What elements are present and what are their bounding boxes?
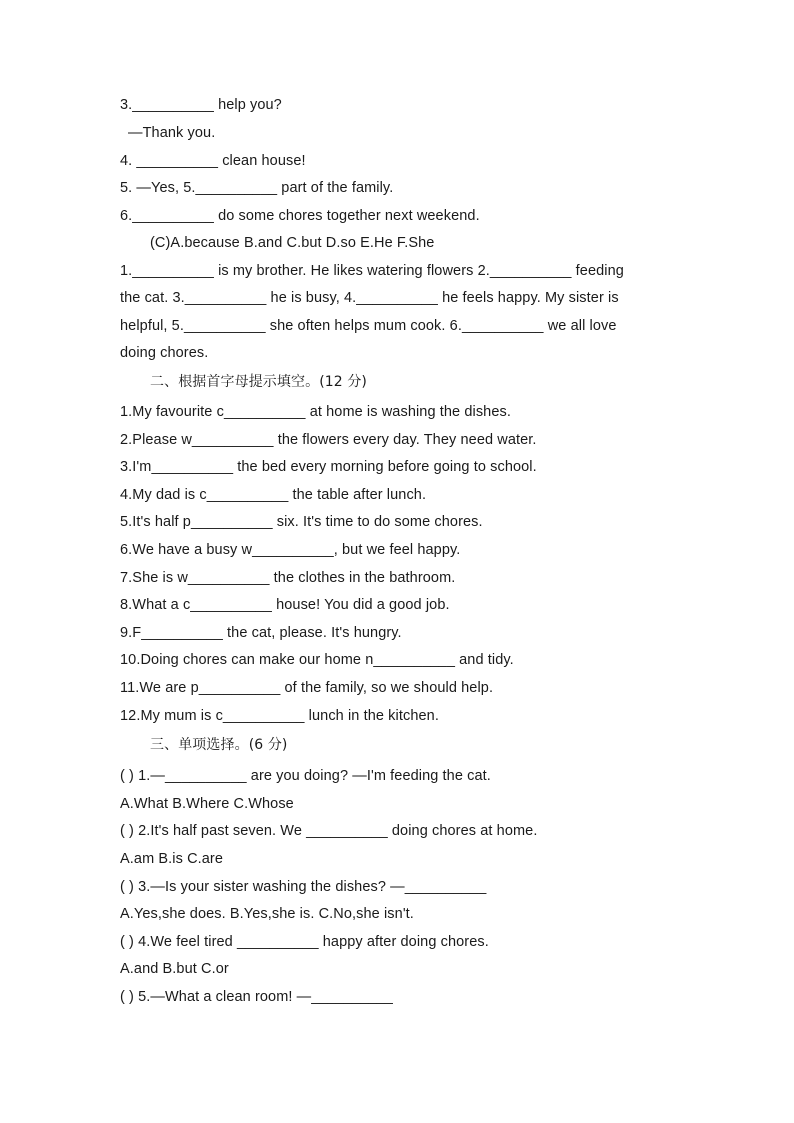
section-heading: 二、根据首字母提示填空。(12 分) xyxy=(150,374,367,390)
passage-line: the cat. 3.__________ he is busy, 4.__________ he feels happy. My sister is xyxy=(120,290,619,306)
question-line: 11.We are p__________ of the family, so we should help. xyxy=(120,680,494,696)
question-line: 7.She is w__________ the clothes in the bathroom. xyxy=(120,570,456,586)
question-line: 5. —Yes, 5.__________ part of the family. xyxy=(120,180,394,196)
question-line: 1.My favourite c__________ at home is washing the dishes. xyxy=(120,404,511,420)
question-line: 4. __________ clean house! xyxy=(120,153,306,169)
choice-line: A.Yes,she does. B.Yes,she is. C.No,she isn't. xyxy=(120,906,414,922)
choice-line: A.am B.is C.are xyxy=(120,851,224,867)
question-line: 9.F__________ the cat, please. It's hungry. xyxy=(120,625,402,641)
question-line: 8.What a c__________ house! You did a good job. xyxy=(120,597,450,613)
question-line: 12.My mum is c__________ lunch in the kitchen. xyxy=(120,708,439,724)
question-line: 3.__________ help you? xyxy=(120,97,282,113)
answer-line: —Thank you. xyxy=(128,125,216,141)
passage-line: helpful, 5.__________ she often helps mum cook. 6.__________ we all love xyxy=(120,318,617,334)
question-line: 10.Doing chores can make our home n__________ and tidy. xyxy=(120,652,514,668)
question-line: 3.I'm__________ the bed every morning before going to school. xyxy=(120,459,537,475)
question-line: ( ) 2.It's half past seven. We __________ doing chores at home. xyxy=(120,823,538,839)
question-line: ( ) 5.—What a clean room! —__________ xyxy=(120,989,393,1005)
choice-line: A.and B.but C.or xyxy=(120,961,229,977)
options-line: (C)A.because B.and C.but D.so E.He F.She xyxy=(150,235,435,251)
question-line: 6.__________ do some chores together next weekend. xyxy=(120,208,480,224)
question-line: 5.It's half p__________ six. It's time to do some chores. xyxy=(120,514,483,530)
passage-line: doing chores. xyxy=(120,345,209,361)
passage-line: 1.__________ is my brother. He likes watering flowers 2.__________ feeding xyxy=(120,263,624,279)
question-line: 2.Please w__________ the flowers every day. They need water. xyxy=(120,432,537,448)
question-line: ( ) 1.—__________ are you doing? —I'm feeding the cat. xyxy=(120,768,491,784)
question-line: ( ) 4.We feel tired __________ happy after doing chores. xyxy=(120,934,489,950)
question-line: ( ) 3.—Is your sister washing the dishes? —__________ xyxy=(120,879,487,895)
question-line: 4.My dad is c__________ the table after lunch. xyxy=(120,487,427,503)
choice-line: A.What B.Where C.Whose xyxy=(120,796,294,812)
question-line: 6.We have a busy w__________, but we feel happy. xyxy=(120,542,461,558)
section-heading: 三、单项选择。(6 分) xyxy=(150,737,288,753)
